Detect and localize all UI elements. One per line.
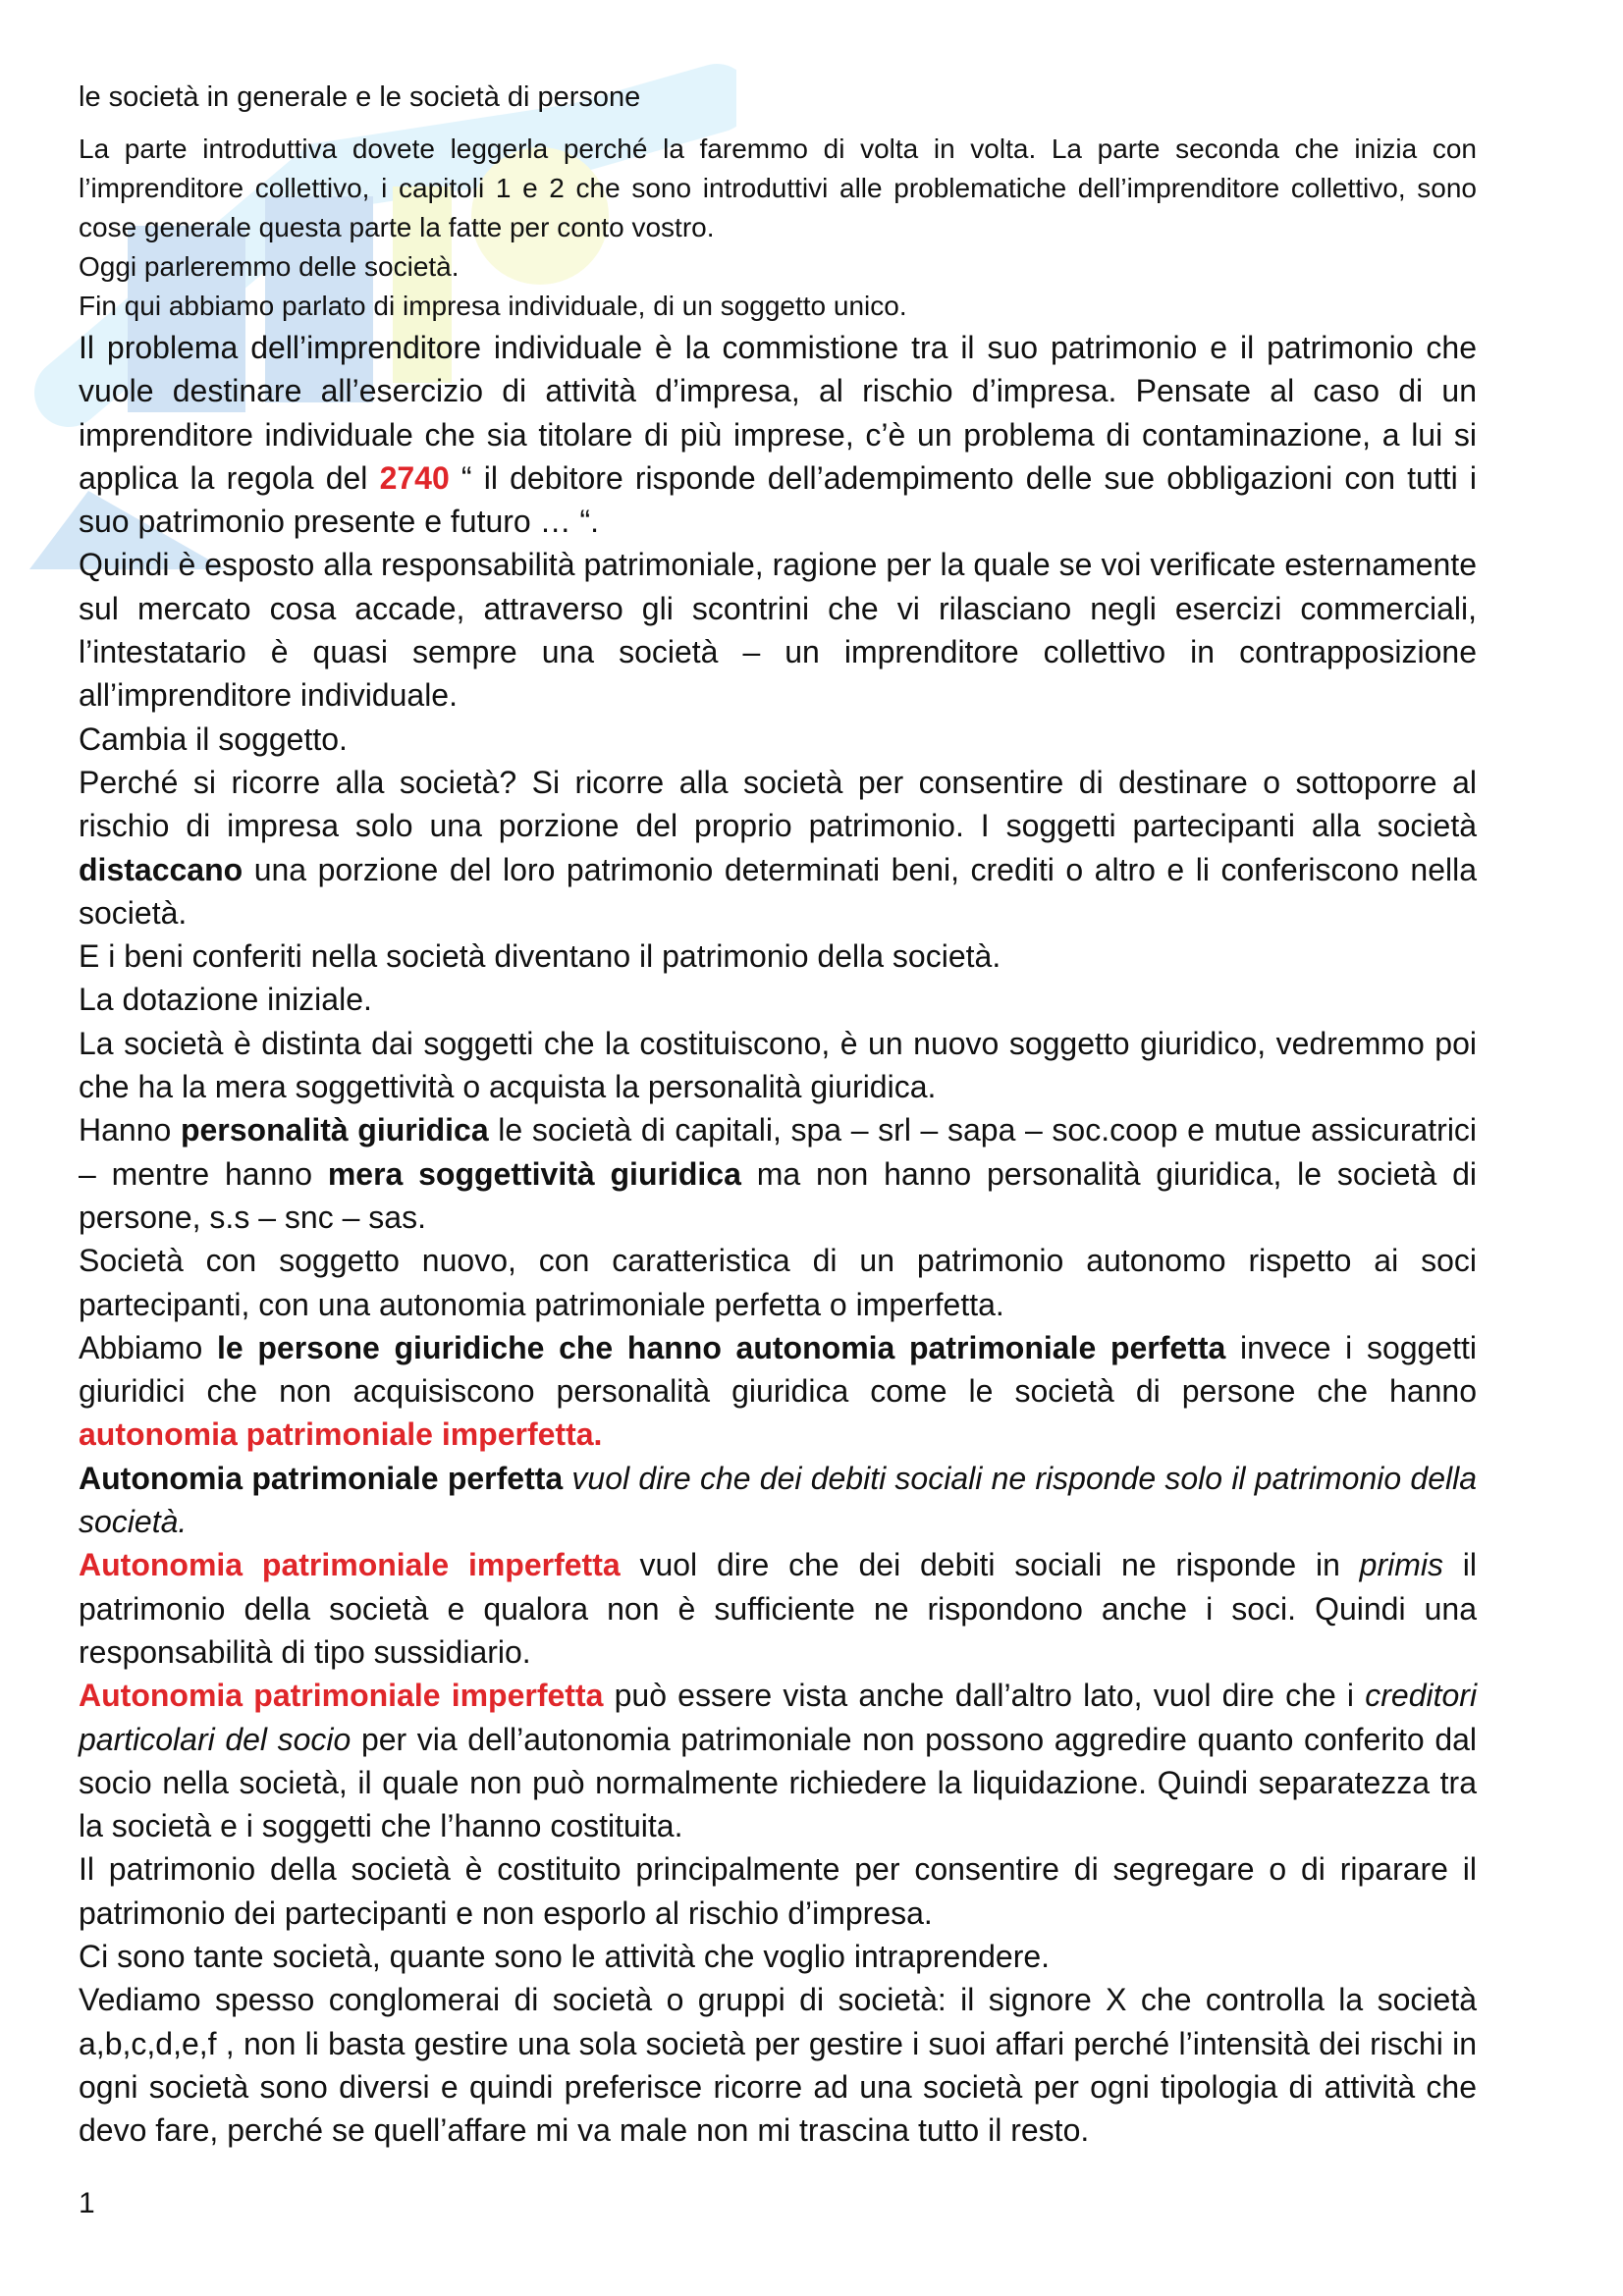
paragraph-hanno: Hanno personalità giuridica le società di capitali, spa – srl – sapa – soc.coop e mutue assicuratrici – mentre hanno mera soggettività giuridica ma non hanno personalità giuridica, le società di persone, s.s – snc – sas. [79,1112,1478,1235]
paragraph-patrimonio: Il patrimonio della società è costituito principalmente per consentire di segregare o di riparare il patrimonio dei partecipanti e non esporlo al rischio d’impresa. [79,1851,1477,1931]
document-title: le società in generale e le società di persone [79,81,641,113]
paragraph-imperfetta-1: Autonomia patrimoniale imperfetta vuol dire che dei debiti sociali ne risponde in primis il patrimonio della società e qualora non è sufficiente ne rispondono anche i soci. Quindi una responsabilità di tipo sussidiario. [79,1547,1477,1670]
paragraph-soggetto: Società con soggetto nuovo, con caratteristica di un patrimonio autonomo rispetto ai soci partecipanti, con una autonomia patrimoniale perfetta o imperfetta. [79,1243,1477,1322]
paragraph-intro-1: La parte introduttiva dovete leggerla perché la faremmo di volta in volta. La parte seconda che inizia con l’imprenditore collettivo, i capitoli 1 e 2 che sono introduttivi alle problematiche dell’imprenditore collettivo, sono cose generale questa parte la fatte per conto vostro. [79,133,1477,242]
paragraph-perche: Perché si ricorre alla società? Si ricorre alla società per consentire di destinare o sottoporre al rischio di impresa solo una porzione del proprio patrimonio. I soggetti partecipanti alla società distaccano una porzione del loro patrimonio determinati beni, crediti o altro e li conferiscono nella società. [79,764,1478,931]
paragraph-beni: E i beni conferiti nella società diventano il patrimonio della società. [79,938,1001,975]
article-reference: 2740 [379,459,450,496]
paragraph-tante: Ci sono tante società, quante sono le attività che voglio intraprendere. [79,1938,1051,1974]
paragraph-distinta: La società è distinta dai soggetti che la costituiscono, è un nuovo soggetto giuridico, vedremmo poi che ha la mera soggettività o acquista la personalità giuridica. [79,1025,1477,1105]
paragraph-perfetta: Autonomia patrimoniale perfetta vuol dire che dei debiti sociali ne risponde solo il patrimonio della società. [79,1460,1478,1540]
body-section [79,326,1477,2152]
paragraph-quindi: Quindi è esposto alla responsabilità patrimoniale, ragione per la quale se voi verificate esternamente sul mercato cosa accade, attraverso gli scontrini che vi rilasciano negli esercizi commerciali, l’intestatario è quasi sempre una società – un imprenditore collettivo in contrapposizione all’imprenditore individuale. [79,547,1477,714]
page-number: 1 [79,2187,95,2219]
paragraph-intro-3: Fin qui abbiamo parlato di impresa individuale, di un soggetto unico. [79,291,907,321]
paragraph-abbiamo: Abbiamo le persone giuridiche che hanno autonomia patrimoniale perfetta invece i soggetti giuridici che non acquisiscono personalità giuridica come le società di persone che hanno autonomia patrimoniale imperfetta. [79,1329,1478,1453]
paragraph-imperfetta-2: Autonomia patrimoniale imperfetta può essere vista anche dall’altro lato, vuol dire che i creditori particolari del socio per via dell’autonomia patrimoniale non possono aggredire quanto conferito dal socio nella società, il quale non può normalmente richiedere la liquidazione. Quindi separatezza tra la società e i soggetti che l’hanno costituita. [79,1678,1478,1844]
paragraph-cambia: Cambia il soggetto. [79,721,348,757]
intro-section [79,130,1477,326]
document-page [79,77,1477,2152]
paragraph-vediamo: Vediamo spesso conglomerai di società o gruppi di società: il signore X che controlla la società a,b,c,d,e,f , non li basta gestire una sola società per gestire i suoi affari perché l’intensità dei rischi in ogni società sono diversi e quindi preferisce ricorre ad una società per ogni tipologia di attività che devo fare, perché se quell’affare mi va male non mi trascina tutto il resto. [79,1982,1477,2149]
paragraph-dotazione: La dotazione iniziale. [79,982,372,1018]
paragraph-problema: Il problema dell’imprenditore individuale è la commistione tra il suo patrimonio e il patrimonio che vuole destinare all’esercizio di attività d’impresa, al rischio d’impresa. Pensate al caso di un imprenditore individuale che sia titolare di più imprese, c’è un problema di contaminazione, a lui si applica la regola del 2740 “ il debitore risponde dell’adempimento delle sue obbligazioni con tutti i suo patrimonio presente e futuro … “. [79,330,1478,540]
paragraph-intro-2: Oggi parleremmo delle società. [79,251,460,282]
